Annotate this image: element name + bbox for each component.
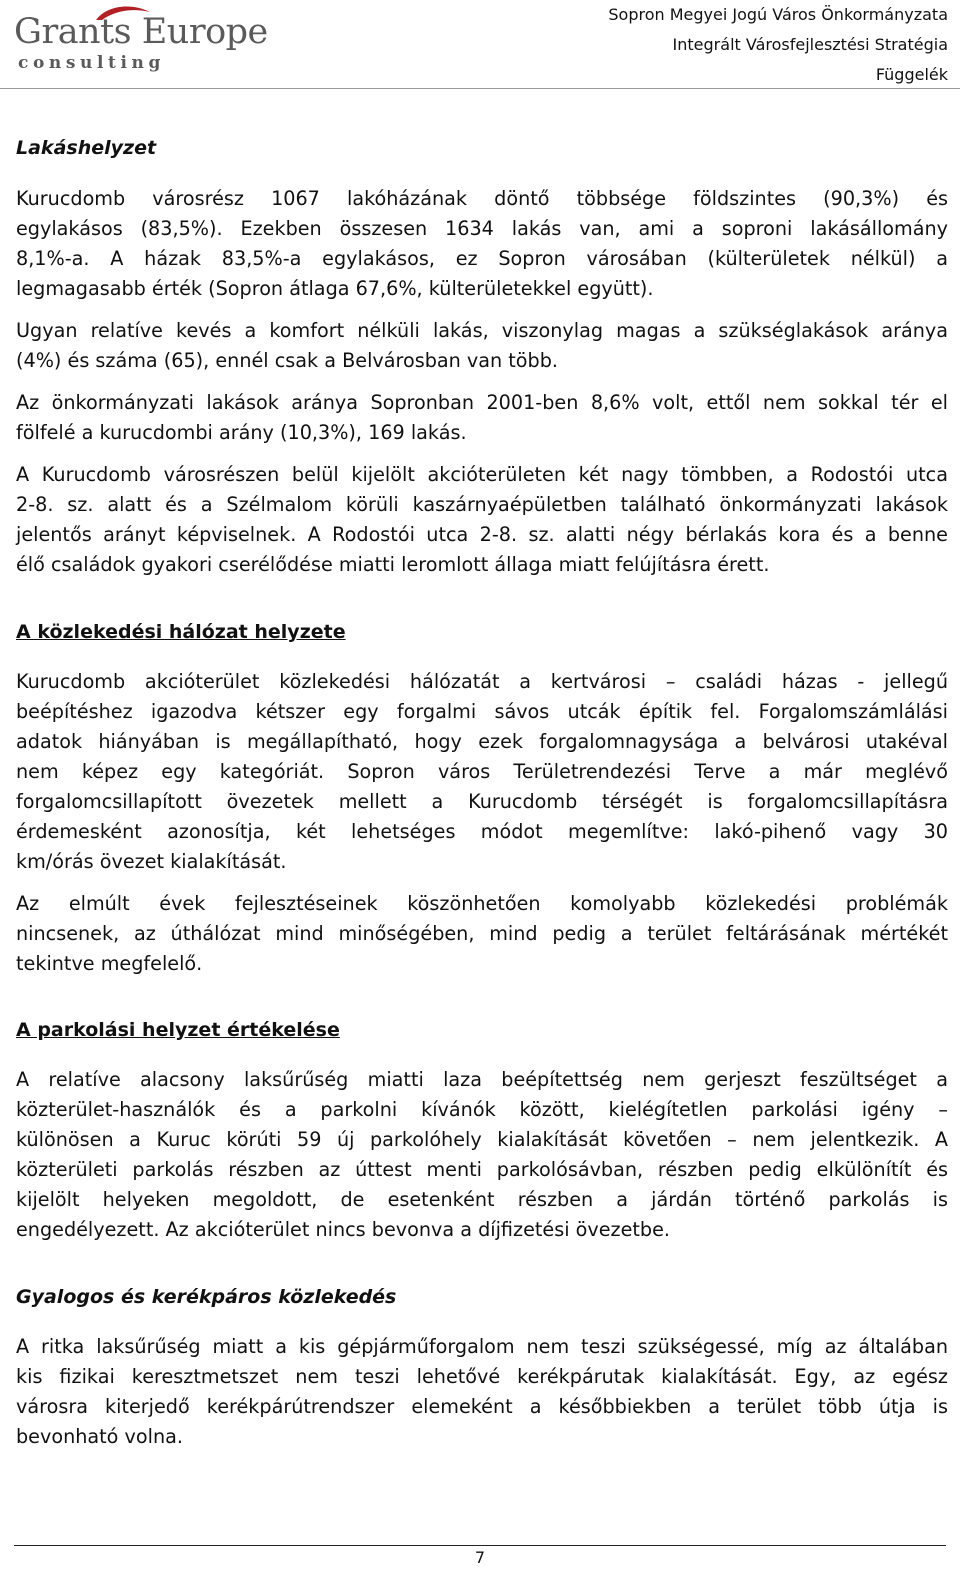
page-header	[0, 0, 960, 92]
heading-parkolasi-helyzet: A parkolási helyzet értékelése	[16, 1019, 340, 1041]
paragraph: Kurucdomb akcióterület közlekedési hálózatát a kertvárosi – családi házas - jellegű beépítéshez igazodva kétszer egy forgalmi sávos utcák építik fel. Forgalomszámlálási adatok hiányában is megállapítható, hogy ezek forgalomnagysága a belvárosi utakéval nem képez egy kategóriát. Sopron város Területrendezési Terve a már meglévő forgalomcsillapított övezetek mellett a Kurucdomb térségét is forgalomcsillapításra érdemesként azonosítja, két lehetséges módot megemlítve: lakó-pihenő vagy 30 km/órás övezet kialakítását.	[16, 670, 948, 873]
heading-lakashelyzet: Lakáshelyzet	[16, 137, 157, 159]
logo-wordmark: Grants Europe	[14, 12, 268, 52]
header-divider	[0, 88, 960, 89]
footer-divider	[14, 1545, 946, 1546]
paragraph: A ritka laksűrűség miatt a kis gépjárműforgalom nem teszi szükségessé, míg az általában kis fizikai keresztmetszet nem teszi lehetővé kerékpárutak kialakítását. Egy, az egész városra kiterjedő kerékpárútrendszer elemeként a későbbiekben a terület több útja is bevonható volna.	[16, 1335, 948, 1448]
logo-tagline: consulting	[18, 53, 165, 73]
header-info	[608, 0, 948, 90]
header-document-title: Integrált Városfejlesztési Stratégia	[672, 35, 948, 54]
heading-gyalogos-kerekparos: Gyalogos és kerékpáros közlekedés	[16, 1286, 397, 1308]
paragraph: Az önkormányzati lakások aránya Sopronban 2001-ben 8,6% volt, ettől nem sokkal tér el fölfelé a kurucdombi arány (10,3%), 169 lakás.	[16, 391, 948, 444]
header-section: Függelék	[875, 65, 948, 84]
paragraph: Ugyan relatíve kevés a komfort nélküli lakás, viszonylag magas a szükséglakások aránya (4%) és száma (65), ennél csak a Belvárosban van több.	[16, 319, 948, 372]
paragraph: Az elmúlt évek fejlesztéseinek köszönhetően komolyabb közlekedési problémák nincsenek, az úthálózat mind minőségében, mind pedig a terület feltárásának mértékét tekintve megfelelő.	[16, 892, 948, 975]
company-logo	[14, 4, 268, 76]
heading-kozlekedesi-halozat: A közlekedési hálózat helyzete	[16, 621, 346, 643]
paragraph: A relatíve alacsony laksűrűség miatti laza beépítettség nem gerjeszt feszültséget a közterület-használók és a parkolni kívánók között, kielégítetlen parkolási igény – különösen a Kuruc körúti 59 új parkolóhely kialakítását követően – nem jelentkezik. A közterületi parkolás részben az úttest menti parkolósávban, részben pedig elkülönítít és kijelölt helyeken megoldott, de esetenként részben a járdán történő parkolás is engedélyezett. Az akcióterület nincs bevonva a díjfizetési övezetbe.	[16, 1068, 948, 1241]
header-organization: Sopron Megyei Jogú Város Önkormányzata	[608, 5, 948, 24]
page-number: 7	[474, 1548, 486, 1567]
paragraph: Kurucdomb városrész 1067 lakóházának döntő többsége földszintes (90,3%) és egylakásos (83,5%). Ezekben összesen 1634 lakás van, ami a soproni lakásállomány 8,1%-a. A házak 83,5%-a egylakásos, ez Sopron városában (külterületek nélkül) a legmagasabb érték (Sopron átlaga 67,6%, külterületekkel együtt).	[16, 187, 948, 300]
paragraph: A Kurucdomb városrészen belül kijelölt akcióterületen két nagy tömbben, a Rodostói utca 2-8. sz. alatt és a Szélmalom körüli kaszárnyaépületben található önkormányzati lakások jelentős arányt képviselnek. A Rodostói utca 2-8. sz. alatti négy bérlakás kora és a benne élő családok gyakori cserélődése miatti leromlott állaga miatt felújításra érett.	[16, 463, 948, 576]
